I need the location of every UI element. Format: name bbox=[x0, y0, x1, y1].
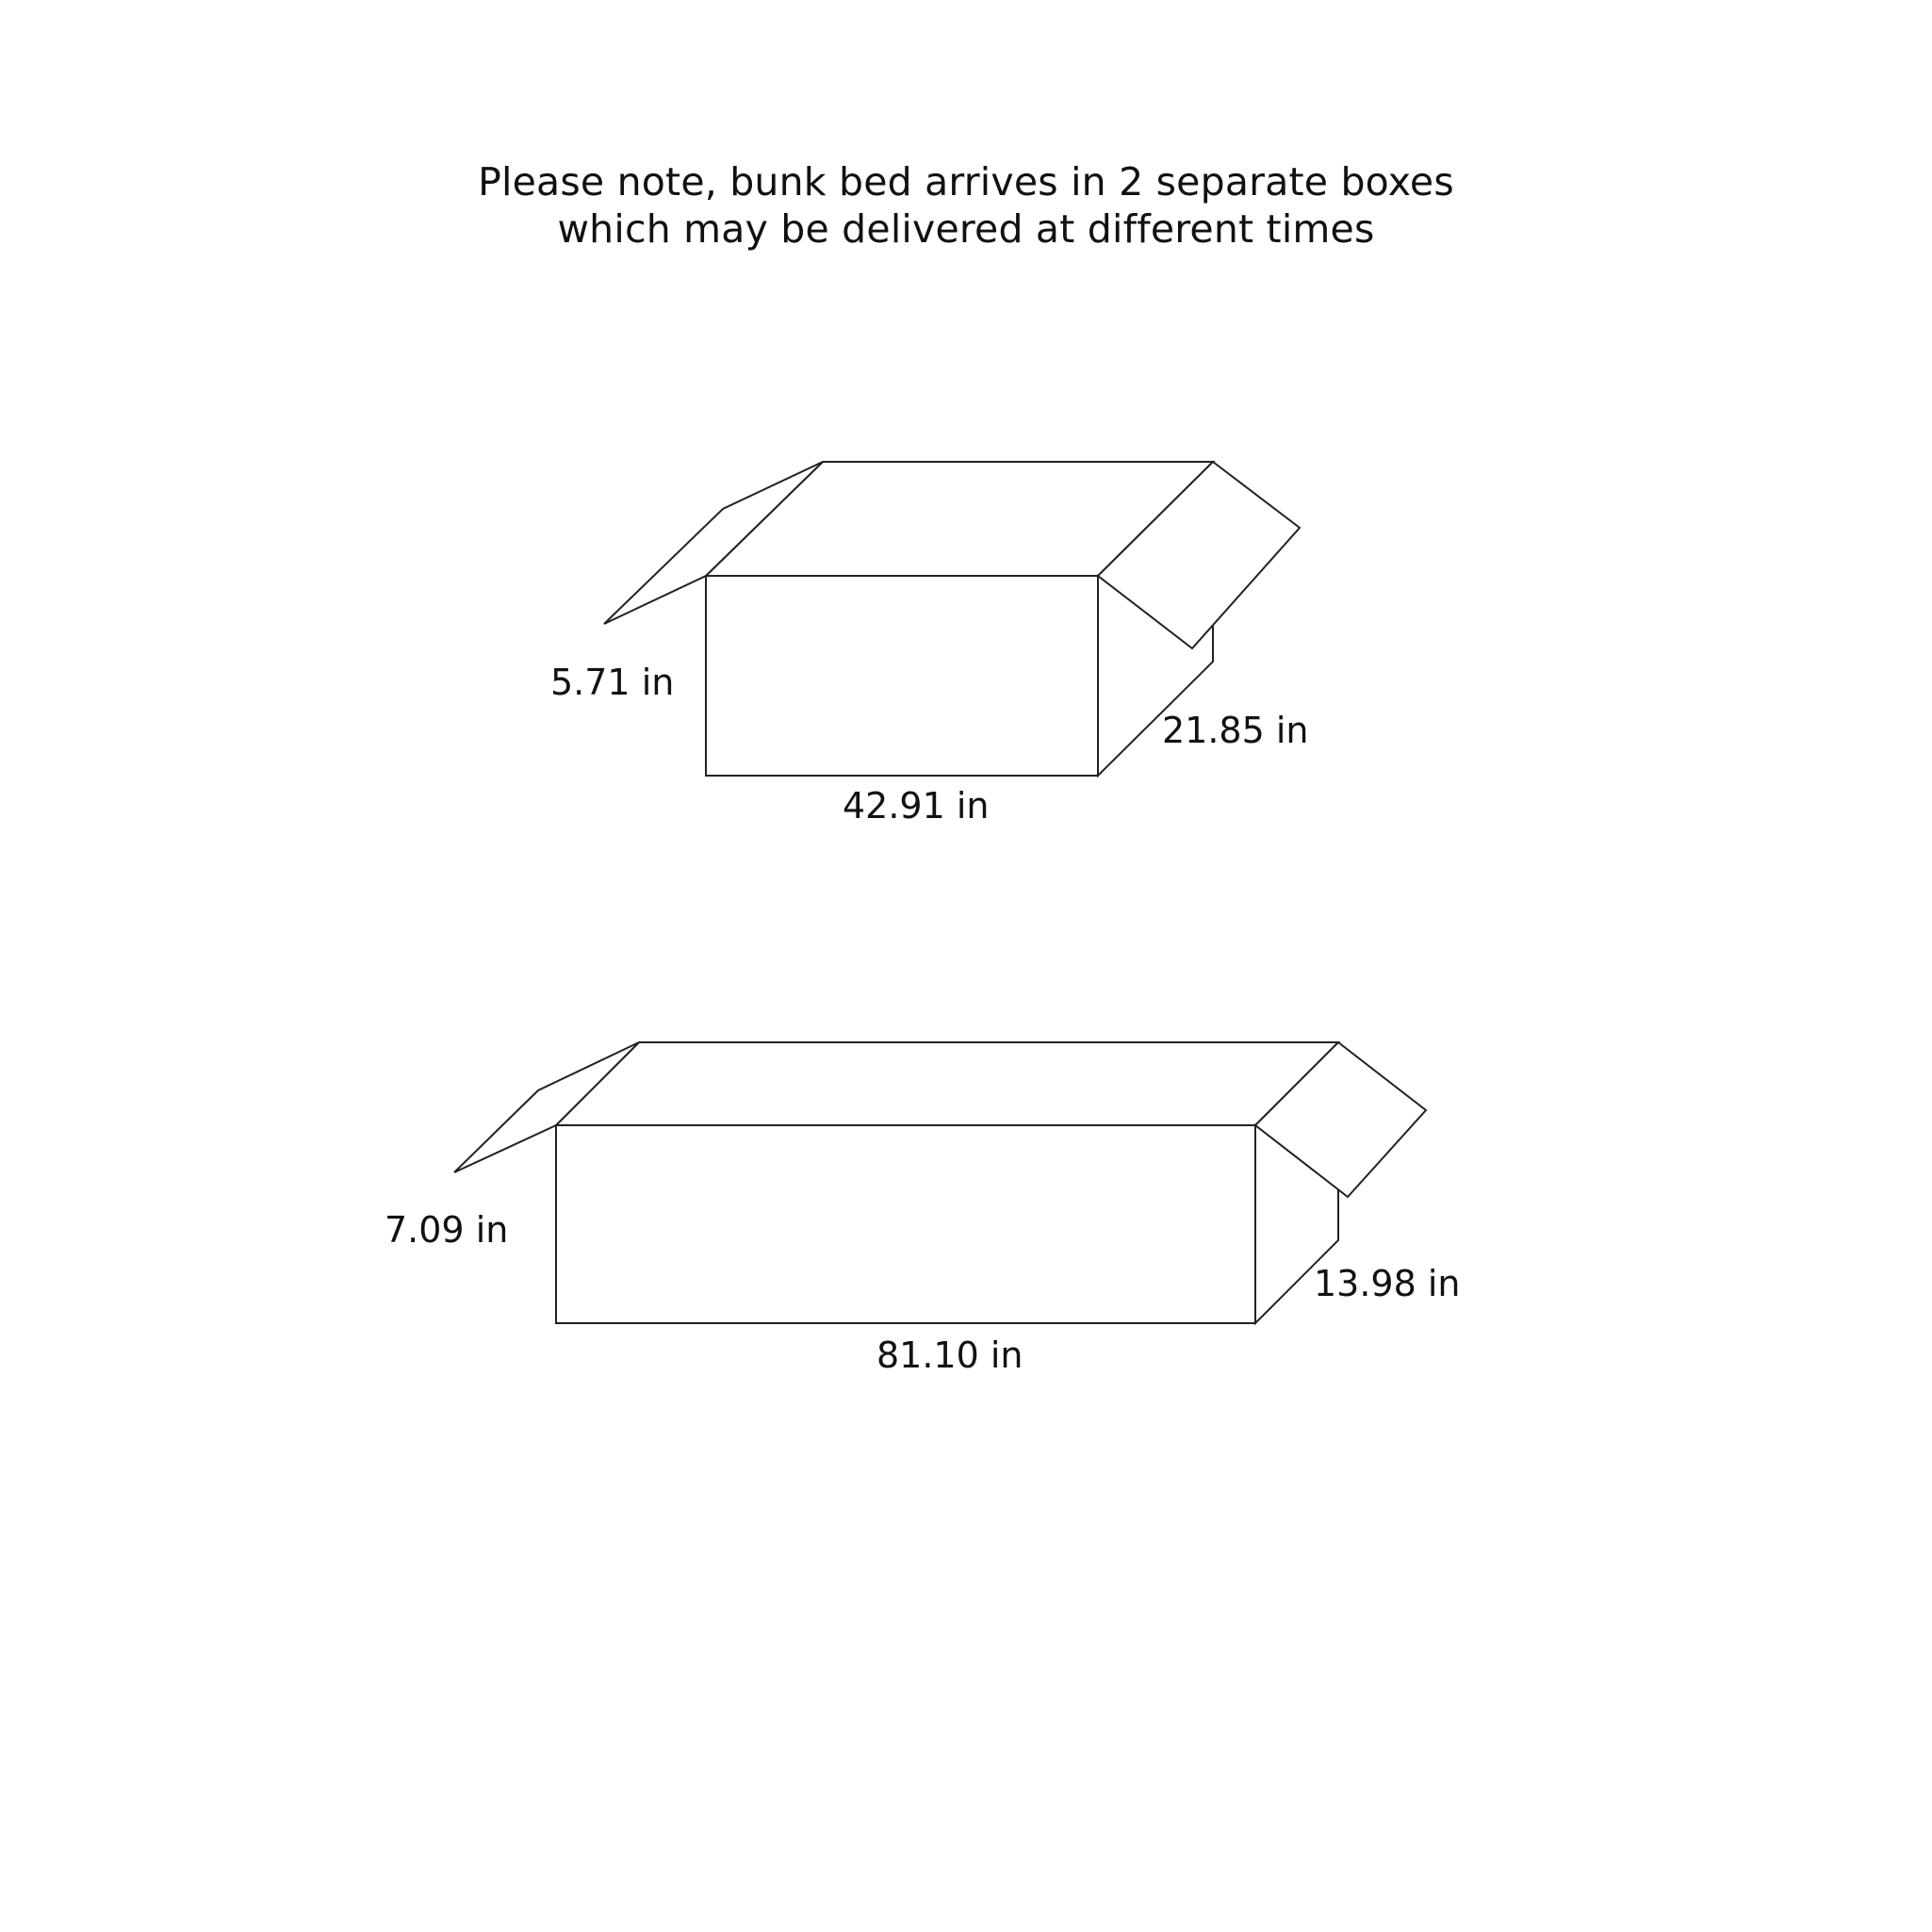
box-1-length-label: 42.91 in bbox=[843, 785, 990, 827]
notice-line-2: which may be delivered at different times bbox=[557, 206, 1375, 252]
box-2-length-label: 81.10 in bbox=[876, 1334, 1023, 1376]
box-2-top-face bbox=[556, 1042, 1338, 1125]
box-2-height-label: 7.09 in bbox=[385, 1209, 509, 1251]
box-1-height-label: 5.71 in bbox=[550, 662, 675, 703]
box-2-depth-label: 13.98 in bbox=[1314, 1263, 1461, 1304]
box-1-front-face bbox=[706, 576, 1098, 776]
box-2-illustration bbox=[454, 1042, 1426, 1323]
box-1-depth-label: 21.85 in bbox=[1162, 710, 1309, 751]
notice-line-1: Please note, bunk bed arrives in 2 separate boxes bbox=[478, 159, 1454, 205]
box-2-front-face bbox=[556, 1125, 1255, 1323]
